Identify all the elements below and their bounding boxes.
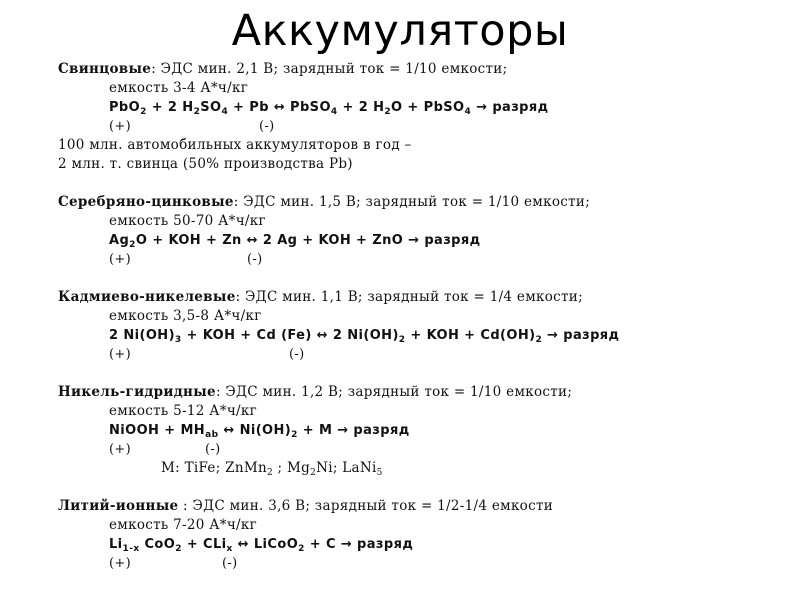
battery-header-line [58,288,778,307]
battery-capacity: емкость 3,5-8 А*ч/кг [109,308,262,324]
positive-electrode-label: (+) [109,556,131,571]
battery-type-name: Свинцовые [58,61,152,77]
reaction-formula: NiOOH + $MH_{ab}$ ↔ $Ni(OH)_2 + M$ → разряд [109,423,410,440]
reaction-formula: $Ag_2O$ + KOH + Zn ↔ 2 Ag + KOH + ZnO → разряд [109,233,481,250]
production-note: 100 млн. автомобильных аккумуляторов в год – [58,137,412,153]
battery-spec: : ЭДС мин. 1,2 В; зарядный ток = 1/10 емкости; [215,384,573,400]
battery-header-line [58,60,778,79]
battery-header-line [58,383,778,402]
battery-type-name: Кадмиево-никелевые [58,289,236,305]
negative-electrode-label: (-) [289,347,305,362]
negative-electrode-label: (-) [247,252,263,267]
battery-spec: : ЭДС мин. 2,1 В; зарядный ток = 1/10 емкости; [151,61,508,77]
production-note: 2 млн. т. свинца (50% производства Pb) [58,156,353,172]
positive-electrode-label: (+) [109,252,131,267]
battery-section [58,288,778,364]
battery-spec: : ЭДС мин. 1,1 В; зарядный ток = 1/4 емкости; [235,289,583,305]
electrode-polarity [58,345,778,364]
positive-electrode-label: (+) [109,347,131,362]
battery-spec: : ЭДС мин. 3,6 В; зарядный ток = 1/2-1/4 емкости [178,498,554,514]
battery-capacity: емкость 50-70 А*ч/кг [109,213,266,229]
battery-header-line [58,497,778,516]
battery-section [58,193,778,269]
electrode-polarity [58,440,778,459]
battery-list [58,60,778,592]
negative-electrode-label: (-) [259,119,275,134]
negative-electrode-label: (-) [222,556,238,571]
negative-electrode-label: (-) [205,442,221,457]
metal-hydride-examples: M: TiFe; ZnMn$_2$ ; $Mg_2Ni$; LaNi$_5$ [161,460,383,478]
electrode-polarity [58,554,778,573]
electrode-polarity [58,117,778,136]
battery-header-line [58,193,778,212]
electrode-polarity [58,250,778,269]
battery-type-name: Серебряно-цинковые [58,194,234,210]
battery-spec: : ЭДС мин. 1,5 В; зарядный ток = 1/10 емкости; [233,194,591,210]
battery-type-name: Литий-ионные [58,498,179,514]
positive-electrode-label: (+) [109,119,131,134]
battery-section [58,60,778,174]
positive-electrode-label: (+) [109,442,131,457]
battery-capacity: емкость 5-12 А*ч/кг [109,403,258,419]
battery-capacity: емкость 3-4 А*ч/кг [109,80,249,96]
battery-section [58,383,778,478]
reaction-formula: 2 $Ni(OH)_3$ + KOH + Cd (Fe) ↔ 2 $Ni(OH)_2$ + KOH + $Cd(OH)_2$ → разряд [109,328,620,345]
battery-section [58,497,778,573]
reaction-formula: $Li_{1-x}$ CoO$_2$ + CLi$_x$ ↔ LiCoO$_2$ + C → разряд [109,537,414,554]
reaction-formula: PbO$_2$ + 2 $H_2SO_4 + Pb$ ↔ PbSO$_4$ + 2 $H_2O$ + PbSO$_4$ → разряд [109,100,549,117]
battery-capacity: емкость 7-20 А*ч/кг [109,517,258,533]
battery-type-name: Никель-гидридные [58,384,216,400]
slide-title: Аккумуляторы [231,6,569,56]
